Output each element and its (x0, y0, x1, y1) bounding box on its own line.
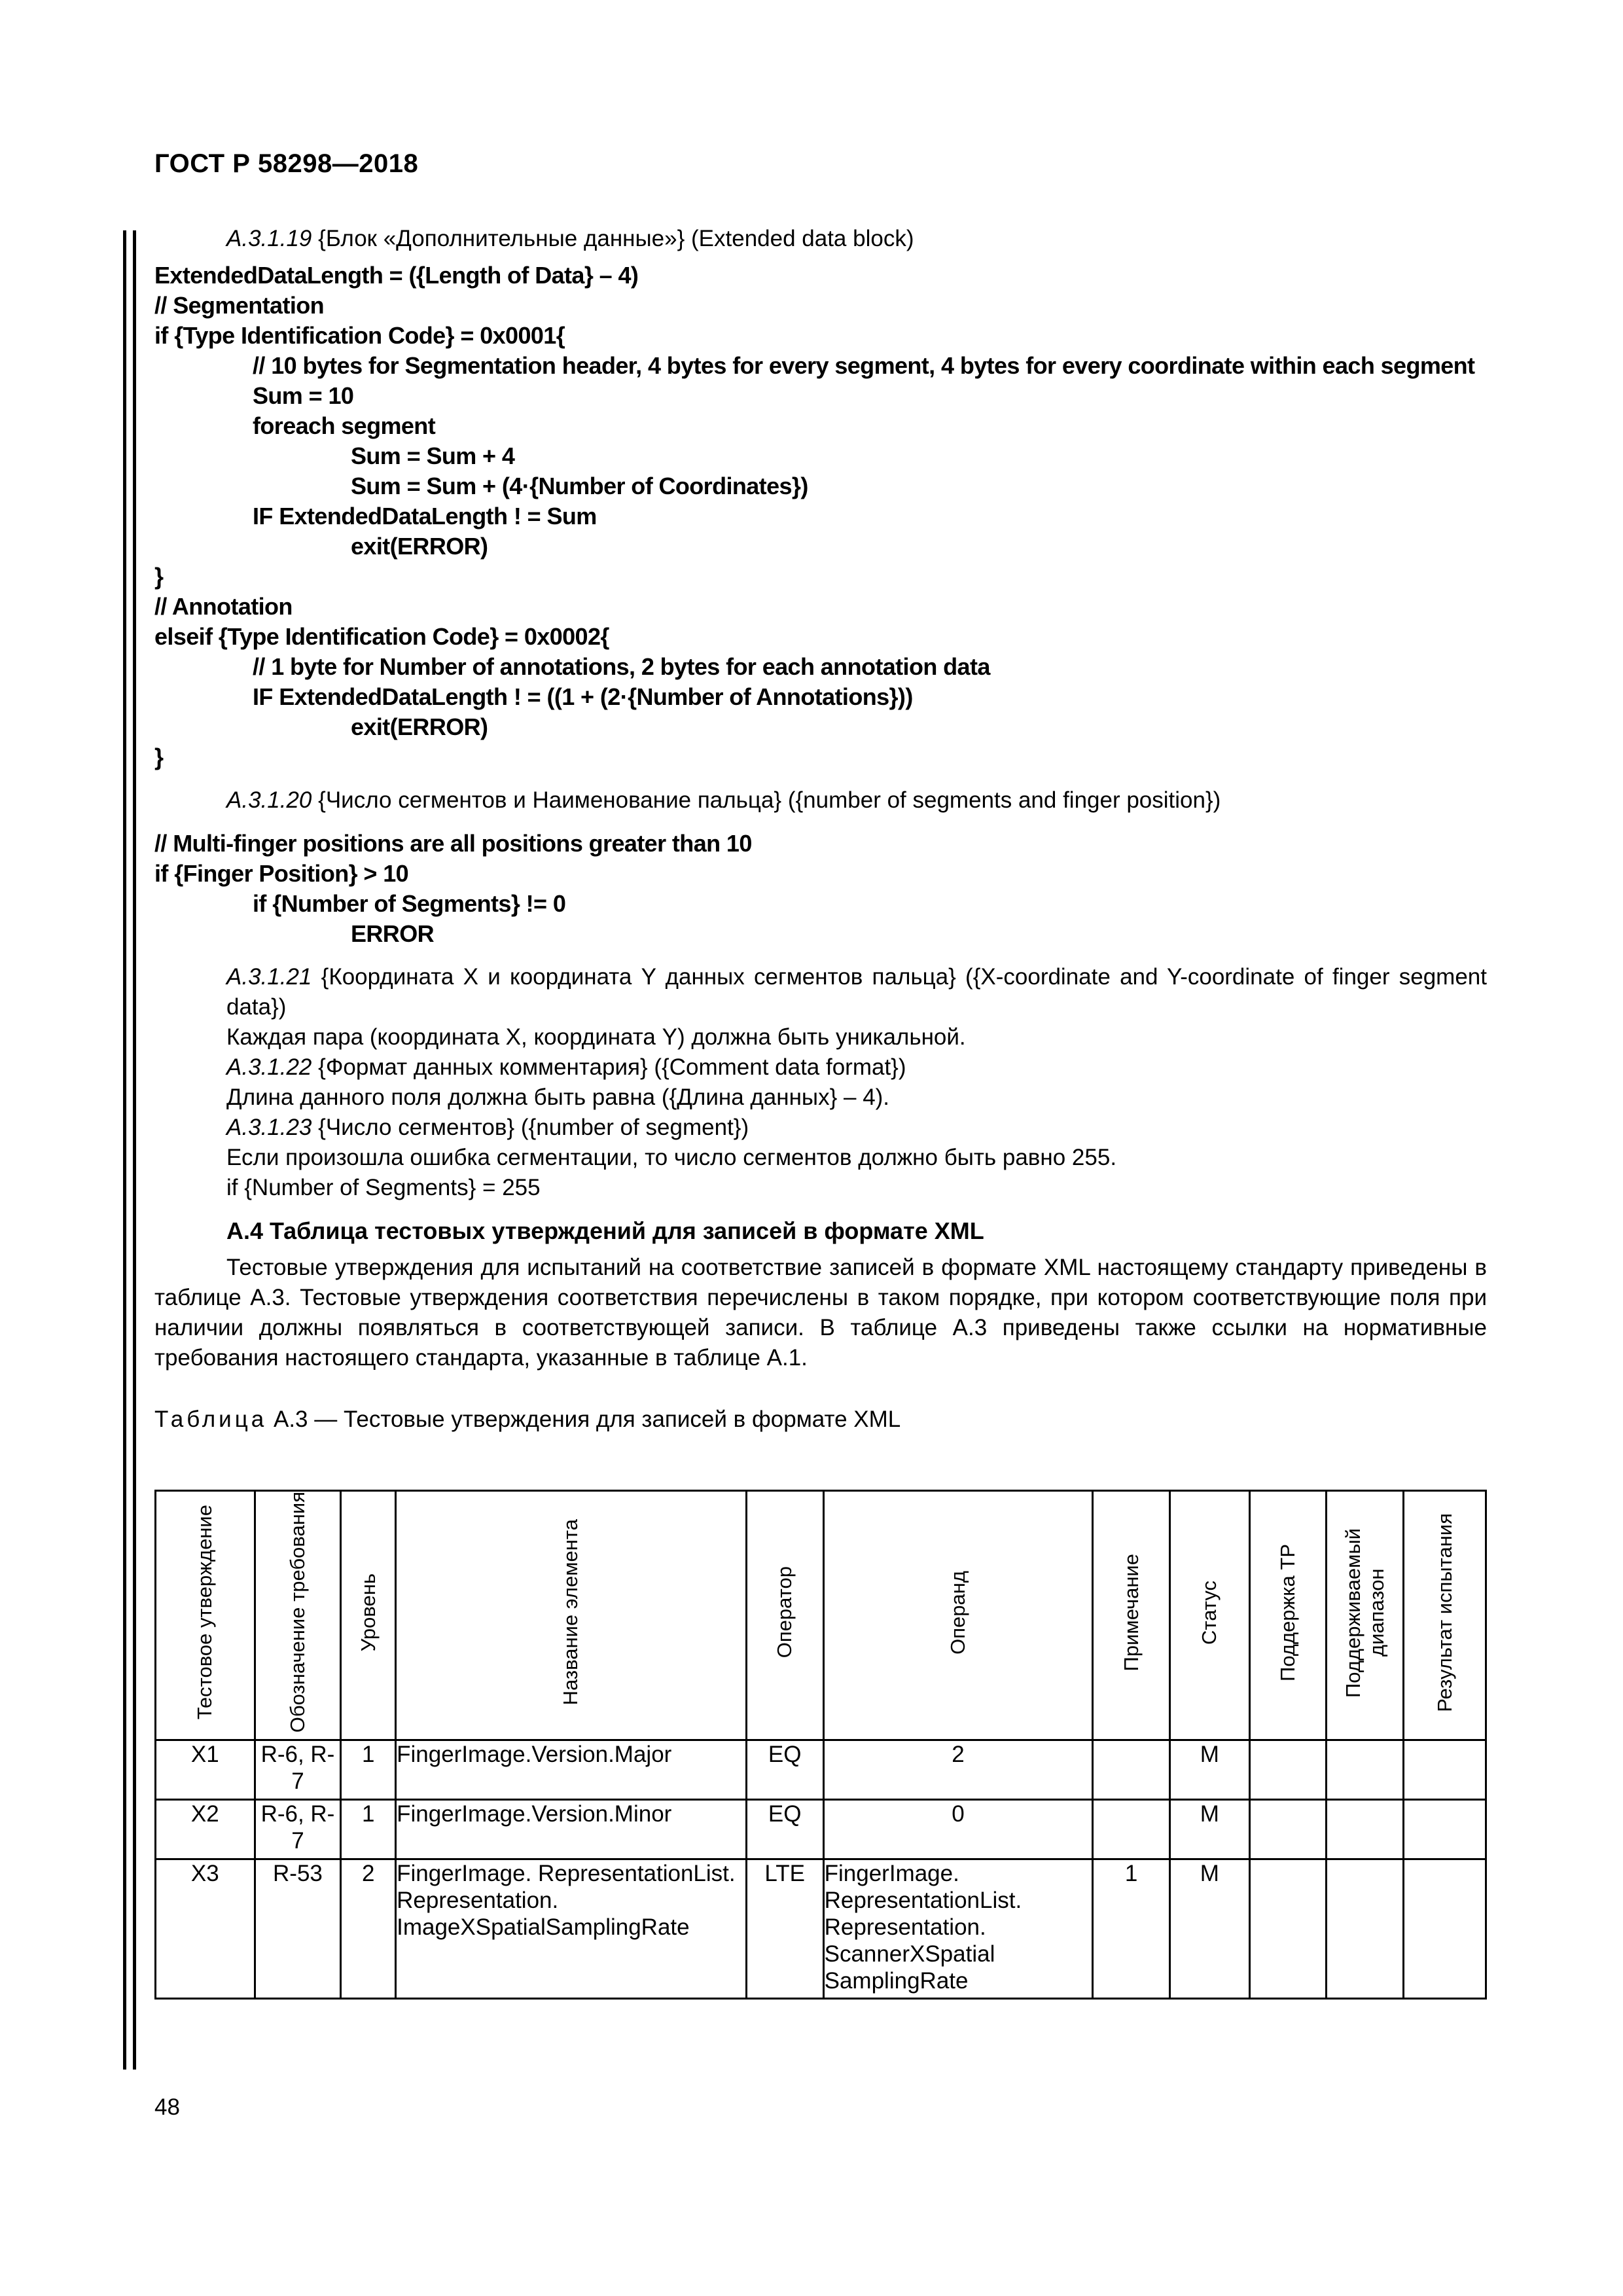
table-row (156, 1800, 1486, 1859)
code-line: } (154, 744, 164, 770)
cell-element: FingerImage. RepresentationList. Representation. ImageXSpatialSamplingRate (396, 1859, 747, 1999)
header-label: Обозначение требования (285, 1492, 309, 1733)
change-bar (133, 230, 136, 2070)
table-row (156, 1859, 1486, 1999)
header-cell (823, 1491, 1093, 1740)
test-assertions-table (154, 1490, 1487, 2000)
cell-range (1327, 1740, 1404, 1800)
cell-assertion: X2 (156, 1800, 255, 1859)
code-line: IF ExtendedDataLength ! = Sum (253, 503, 597, 529)
code-block-finger-position (154, 829, 1487, 949)
document-header: ГОСТ Р 58298—2018 (154, 149, 419, 178)
cell-tp-support (1249, 1740, 1327, 1800)
header-label: Оператор (773, 1566, 796, 1659)
header-cell (1327, 1491, 1404, 1740)
cell-element: FingerImage.Version.Major (396, 1740, 747, 1800)
code-line: ERROR (351, 920, 435, 947)
cell-operand: 2 (823, 1740, 1093, 1800)
header-cell (396, 1491, 747, 1740)
code-line: if {Number of Segments} != 0 (253, 890, 566, 917)
code-line: // Segmentation (154, 292, 325, 319)
code-line: if {Type Identification Code} = 0x0001{ (154, 322, 565, 349)
code-line: // 1 byte for Number of annotations, 2 bytes for each annotation data (253, 653, 990, 680)
header-label: Название элемента (559, 1519, 582, 1706)
cell-status: M (1169, 1740, 1249, 1800)
header-label: Примечание (1119, 1553, 1143, 1672)
cell-note (1093, 1800, 1170, 1859)
header-cell (1169, 1491, 1249, 1740)
cell-operator: EQ (746, 1740, 823, 1800)
code-line: exit(ERROR) (351, 713, 488, 740)
table-caption-label: Таблица (154, 1407, 268, 1432)
code-line: exit(ERROR) (351, 533, 488, 560)
code-line: elseif {Type Identification Code} = 0x0002{ (154, 623, 609, 650)
cell-range (1327, 1800, 1404, 1859)
section-a3123-heading (154, 1113, 1487, 1143)
section-a3123-text: Если произошла ошибка сегментации, то число сегментов должно быть равно 255. (226, 1145, 1117, 1170)
code-line: } (154, 563, 164, 590)
header-cell (1404, 1491, 1486, 1740)
section-title: {Блок «Дополнительные данные»} (Extended data block) (318, 226, 914, 251)
cell-result (1404, 1740, 1486, 1800)
header-label: Операнд (946, 1570, 969, 1655)
cell-tp-support (1249, 1800, 1327, 1859)
header-cell (1093, 1491, 1170, 1740)
cell-result (1404, 1859, 1486, 1999)
header-label: Поддержка ТР (1276, 1543, 1300, 1681)
section-a3121-heading (154, 962, 1487, 1022)
section-a4-title: А.4 Таблица тестовых утверждений для записей в формате XML (226, 1217, 984, 1244)
code-block-extended-data (154, 260, 1487, 772)
cell-requirement: R-53 (255, 1859, 341, 1999)
page-number: 48 (154, 2094, 180, 2120)
header-label: Результат испытания (1433, 1513, 1456, 1712)
header-label: Уровень (356, 1573, 380, 1652)
header-label: Поддерживаемый диапазон (1341, 1527, 1388, 1698)
cell-operand: FingerImage. RepresentationList. Representation. ScannerXSpatial SamplingRate (823, 1859, 1093, 1999)
header-cell (746, 1491, 823, 1740)
header-cell (1249, 1491, 1327, 1740)
cell-tp-support (1249, 1859, 1327, 1999)
code-line: Sum = 10 (253, 382, 354, 409)
table-caption (154, 1405, 1487, 1435)
header-cell (156, 1491, 255, 1740)
cell-status: M (1169, 1859, 1249, 1999)
section-number: А.3.1.20 (226, 787, 312, 813)
code-line: // Annotation (154, 593, 293, 620)
section-number: А.3.1.19 (226, 226, 312, 251)
table-header-row (156, 1491, 1486, 1740)
code-line: // 10 bytes for Segmentation header, 4 bytes for every segment, 4 bytes for every coordinate within each segment (253, 352, 1475, 379)
cell-note: 1 (1093, 1859, 1170, 1999)
section-number: А.3.1.23 (226, 1115, 312, 1140)
section-title: {Координата X и координата Y данных сегментов пальца} ({X-coordinate and Y-coordinate of finger segment data}) (226, 964, 1487, 1020)
cell-level: 1 (341, 1800, 396, 1859)
cell-requirement: R-6, R-7 (255, 1800, 341, 1859)
cell-note (1093, 1740, 1170, 1800)
section-a3122-text: Длина данного поля должна быть равна ({Длина данных} – 4). (226, 1085, 890, 1110)
section-a3122-heading (154, 1052, 1487, 1083)
code-line: // Multi-finger positions are all positions greater than 10 (154, 830, 752, 857)
cell-operand: 0 (823, 1800, 1093, 1859)
header-cell (255, 1491, 341, 1740)
section-a3121-text: Каждая пара (координата X, координата Y) должна быть уникальной. (226, 1024, 966, 1050)
cell-status: M (1169, 1800, 1249, 1859)
cell-assertion: X3 (156, 1859, 255, 1999)
code-line: Sum = Sum + 4 (351, 442, 515, 469)
table-caption-text: А.3 — Тестовые утверждения для записей в формате XML (273, 1407, 901, 1432)
header-label: Статус (1198, 1580, 1221, 1645)
cell-requirement: R-6, R-7 (255, 1740, 341, 1800)
cell-operator: EQ (746, 1800, 823, 1859)
code-line: Sum = Sum + (4·{Number of Coordinates}) (351, 473, 808, 499)
section-number: А.3.1.21 (226, 964, 312, 990)
cell-range (1327, 1859, 1404, 1999)
change-bar (123, 230, 126, 2070)
page-content (154, 224, 1487, 1435)
section-title: {Число сегментов} ({number of segment}) (318, 1115, 749, 1140)
section-a3120-heading (154, 785, 1487, 816)
header-label: Тестовое утверждение (193, 1505, 217, 1720)
cell-result (1404, 1800, 1486, 1859)
table-row (156, 1740, 1486, 1800)
cell-level: 2 (341, 1859, 396, 1999)
section-title: {Формат данных комментария} ({Comment data format}) (318, 1054, 906, 1080)
cell-operator: LTE (746, 1859, 823, 1999)
code-line: if {Finger Position} > 10 (154, 860, 409, 887)
cell-element: FingerImage.Version.Minor (396, 1800, 747, 1859)
code-line: ExtendedDataLength = ({Length of Data} – 4) (154, 262, 639, 289)
section-title: {Число сегментов и Наименование пальца} ({number of segments and finger position}) (318, 787, 1221, 813)
header-cell (341, 1491, 396, 1740)
section-a3119-heading (154, 224, 1487, 254)
section-a4-body: Тестовые утверждения для испытаний на соответствие записей в формате XML настоящему стандарту приведены в таблице А.3. Тестовые утверждения соответствия перечислены в таком порядке, при котором соответствующие поля при наличии должны появляться в соответствующей записи. В таблице А.3 приведены также ссылки на нормативные требования настоящего стандарта, указанные в таблице А.1. (154, 1255, 1487, 1371)
code-line: IF ExtendedDataLength ! = ((1 + (2·{Number of Annotations})) (253, 683, 913, 710)
cell-level: 1 (341, 1740, 396, 1800)
section-number: А.3.1.22 (226, 1054, 312, 1080)
section-a3123-code: if {Number of Segments} = 255 (226, 1175, 541, 1200)
code-line: foreach segment (253, 412, 436, 439)
cell-assertion: X1 (156, 1740, 255, 1800)
